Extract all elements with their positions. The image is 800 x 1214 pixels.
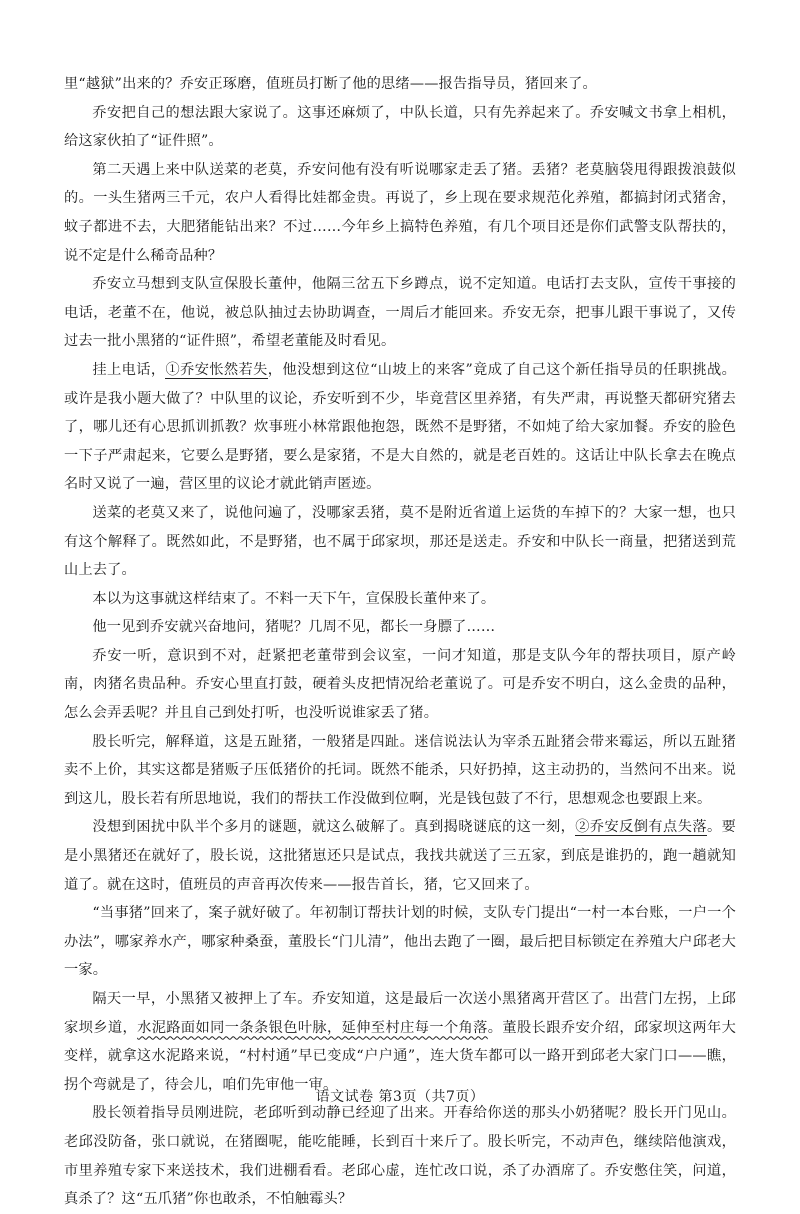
paragraph	[64, 499, 736, 585]
text-run: 乔安一听，意识到不对，赶紧把老董带到会议室，一问才知道，那是支队今年的帮扶项目，原产岭南，肉猪名贵品种。乔安心里直打鼓，硬着头皮把情况给老董说了。可是乔安不明白，这么金贵的品种，怎么会弄丢呢？并且自己到处打听，也没听说谁家丢了猪。	[64, 647, 736, 722]
paragraph	[64, 613, 736, 642]
paragraph	[64, 985, 736, 1099]
paragraph	[64, 356, 736, 499]
text-run: 送菜的老莫又来了，说他问遍了，没哪家丢猪，莫不是附近省道上运货的车掉下的？大家一想，也只有这个解释了。既然如此，不是野猪，也不属于邱家坝，那还是送走。乔安和中队长一商量，把猪送到荒山上去了。	[64, 504, 736, 579]
text-run: 第二天遇上来中队送菜的老莫，乔安问他有没有听说哪家走丢了猪。丢猪？老莫脑袋甩得跟拨浪鼓似的。一头生猪两三千元，农户人看得比娃都金贵。再说了，乡上现在要求规范化养殖，都搞封闭式猪舍，蚊子都进不去，大肥猪能钻出来？不过……今年乡上搞特色养殖，有几个项目还是你们武警支队帮扶的，说不定是什么稀奇品种？	[64, 161, 736, 264]
text-run: 他一见到乔安就兴奋地问，猪呢？几周不见，都长一身膘了……	[92, 619, 496, 636]
paragraph	[64, 813, 736, 899]
paragraph	[64, 899, 736, 985]
text-run: 本以为这事就这样结束了。不料一天下午，宣保股长董仲来了。	[92, 590, 496, 607]
paragraph	[64, 270, 736, 356]
underlined-sentence: ②乔安反倒有点失落	[575, 819, 707, 836]
underlined-sentence: ①乔安怅然若失	[165, 361, 268, 378]
paragraph	[64, 156, 736, 270]
text-run: 乔安把自己的想法跟大家说了。这事还麻烦了，中队长道，只有先养起来了。乔安喊文书拿上相机，给这家伙拍了“证件照”。	[64, 104, 736, 150]
paragraph	[64, 1099, 736, 1213]
paragraph	[64, 642, 736, 728]
text-run: 股长听完，解释道，这是五趾猪，一般猪是四趾。迷信说法认为宰杀五趾猪会带来霉运，所以五趾猪卖不上价，其实这都是猪贩子压低猪价的托词。既然不能杀，只好扔掉，这主动扔的，当然问不出来。说到这儿，股长若有所思地说，我们的帮扶工作没做到位啊，光是钱包鼓了不行，思想观念也要跟上来。	[64, 733, 736, 807]
text-run: 隔天一早，小黑猪又被押上了车。乔安知道，这是最后一次送小黑猪离开营区了。出营门左拐，上邱家坝乡道，	[64, 991, 736, 1036]
paragraph	[64, 70, 736, 99]
paragraph	[64, 99, 736, 156]
text-run: 没想到困扰中队半个多月的谜题，就这么破解了。真到揭晓谜底的这一刻，	[92, 819, 576, 836]
page-footer: 语文试卷 第3页（共7页）	[315, 1089, 485, 1105]
paragraph	[64, 728, 736, 814]
text-run: 里“越狱”出来的？乔安正琢磨，值班员打断了他的思绪——报告指导员，猪回来了。	[64, 76, 597, 92]
text-run: ，他没想到这位“山坡上的来客”竟成了自己这个新任指导员的任职挑战。或许是我小题大做了？中队里的议论，乔安听到不少，毕竟营区里养猪，有失严肃，再说整天都研究猪去了，哪儿还有心思抓训抓教？炊事班小林常跟他抱怨，既然不是野猪，不如炖了给大家加餐。乔安的脸色一下子严肃起来，它要么是野猪，要么是家猪，不是大自然的，就是老百姓的。这话让中队长拿去在晚点名时又说了一遍，营区里的议论才就此销声匿迹。	[64, 361, 736, 493]
text-run: 。要是小黑猪还在就好了，股长说，这批猪崽还只是试点，我找共就送了三五家，到底是谁扔的，跑一趟就知道了。就在这时，值班员的声音再次传来——报告首长，猪，它又回来了。	[64, 819, 736, 893]
exam-page-body	[64, 70, 736, 1214]
text-run: 。董股长跟乔安介绍，邱家坝这两年大变样，就拿这水泥路来说，“村村通”早已变成“户户通”，连大货车都可以一路开到邱老大家门口——瞧，拐个弯就是了，待会儿，咱们先审他一审。	[64, 1019, 736, 1093]
text-run: “当事猪”回来了，案子就好破了。年初制订帮扶计划的时候，支队专门提出“一村一本台账，一户一个办法”，哪家养水产，哪家种桑蚕，董股长“门儿清”，他出去跑了一圈，最后把目标锁定在养殖大户邱老大一家。	[64, 905, 736, 979]
text-run: 股长领着指导员刚进院，老邱听到动静已经迎了出来。开春给你送的那头小奶猪呢？股长开门见山。老邱没防备，张口就说，在猪圈呢，能吃能睡，长到百十来斤了。股长听完，不动声色，继续陪他演戏，市里养殖专家下来送技术，我们进棚看看。老邱心虚，连忙改口说，杀了办酒席了。乔安憋住笑，问道，真杀了？这“五爪猪”你也敢杀，不怕触霉头？	[64, 1105, 736, 1208]
text-run: 挂上电话，	[92, 361, 166, 378]
paragraph	[64, 585, 736, 614]
text-run: 乔安立马想到支队宣保股长董仲，他隔三岔五下乡蹲点，说不定知道。电话打去支队，宣传干事接的电话，老董不在，他说，被总队抽过去协助调查，一周后才能回来。乔安无奈，把事儿跟干事说了，又传过去一批小黑猪的“证件照”，希望老董能及时看见。	[64, 276, 736, 350]
wavy-underlined-sentence: 水泥路面如同一条条银色叶脉，延伸至村庄每一个角落	[137, 1019, 488, 1036]
